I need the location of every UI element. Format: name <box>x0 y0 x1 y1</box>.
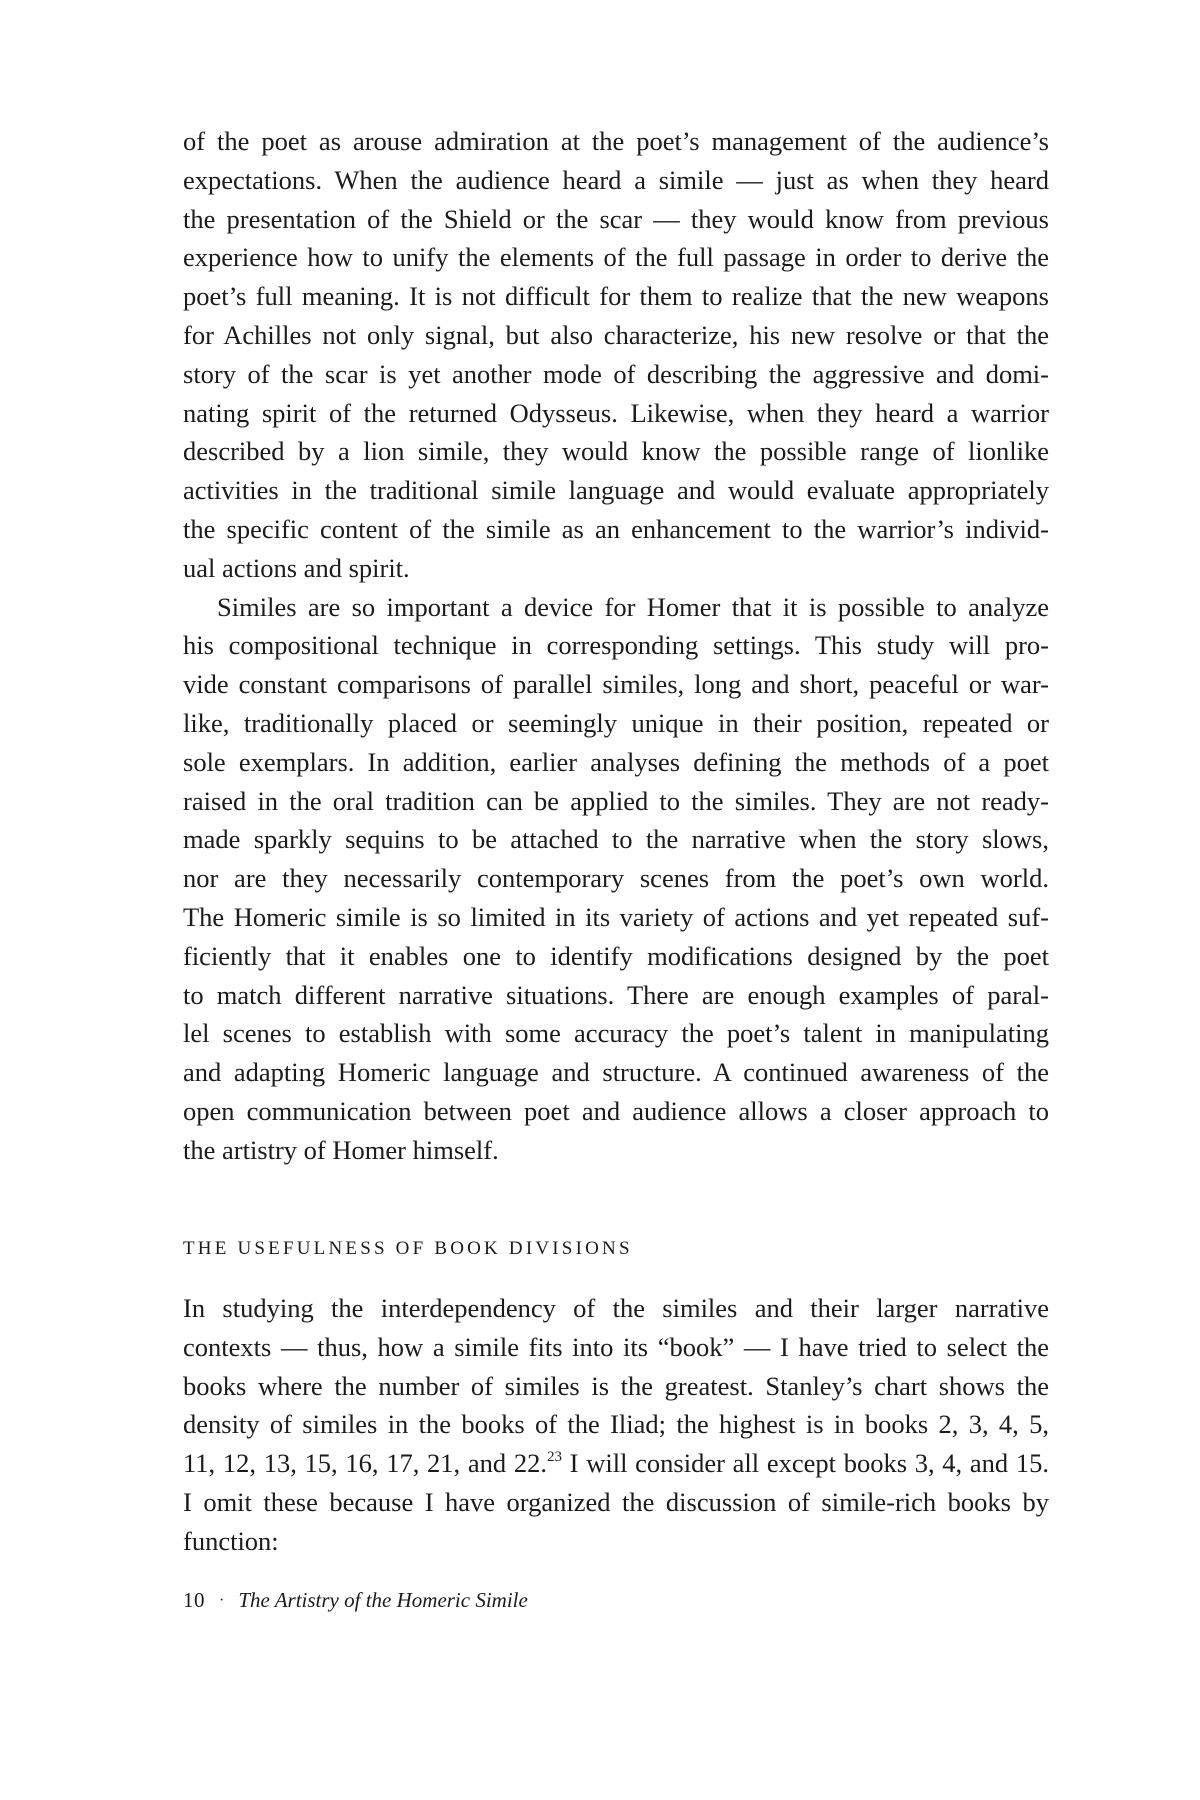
footnote-reference[interactable]: 23 <box>546 1449 562 1466</box>
text-line: story of the scar is yet another mode of describing the aggressive and domi- <box>183 358 1049 389</box>
text-line: to match different narrative situations. There are enough examples of paral- <box>183 979 1049 1010</box>
section-heading: THE USEFULNESS OF BOOK DIVISIONS <box>183 1238 633 1259</box>
text-line: ficiently that it enables one to identify modifications designed by the poet <box>183 940 1049 971</box>
text-line: sole exemplars. In addition, earlier analyses defining the methods of a poet <box>183 746 1049 777</box>
text-line: open communication between poet and audience allows a closer approach to <box>183 1095 1049 1126</box>
text-line: expectations. When the audience heard a simile — just as when they heard <box>183 164 1049 195</box>
text-line: and adapting Homeric language and structure. A continued awareness of the <box>183 1057 1049 1088</box>
text-line: of the poet as arouse admiration at the poet’s management of the audience’s <box>183 126 1049 156</box>
page-number: 10 <box>183 1588 205 1612</box>
footer-separator: · <box>219 1592 225 1609</box>
text-line-with-footnote <box>183 1444 1049 1483</box>
running-title: The Artistry of the Homeric Simile <box>238 1588 528 1612</box>
page-footer <box>183 1586 528 1617</box>
text-line: In studying the interdependency of the similes and their larger narrative <box>183 1293 1049 1323</box>
text-line: like, traditionally placed or seemingly unique in their position, repeated or <box>183 707 1049 738</box>
text-line: I omit these because I have organized the discussion of simile-rich books by <box>183 1486 1049 1517</box>
text-line: the specific content of the simile as an enhancement to the warrior’s individ- <box>183 513 1049 544</box>
text-line: The Homeric simile is so limited in its variety of actions and yet repeated suf- <box>183 901 1049 932</box>
text-segment: I will consider all except books 3, 4, and 15. <box>561 1448 1049 1479</box>
text-line: Similes are so important a device for Homer that it is possible to analyze <box>217 591 1049 622</box>
text-line: function: <box>183 1525 279 1556</box>
paragraph-3 <box>183 1289 1049 1561</box>
paragraph-1 <box>183 122 1049 588</box>
text-line: contexts — thus, how a simile fits into its “book” — I have tried to select the <box>183 1331 1049 1362</box>
text-line: vide constant comparisons of parallel similes, long and short, peaceful or war- <box>183 669 1049 700</box>
text-line: the artistry of Homer himself. <box>183 1134 499 1165</box>
text-line: raised in the oral tradition can be applied to the similes. They are not ready- <box>183 785 1049 816</box>
text-line: described by a lion simile, they would know the possible range of lionlike <box>183 436 1049 467</box>
text-line: lel scenes to establish with some accuracy the poet’s talent in manipulating <box>183 1018 1049 1049</box>
text-line: books where the number of similes is the greatest. Stanley’s chart shows the <box>183 1370 1049 1401</box>
text-line: poet’s full meaning. It is not difficult for them to realize that the new weapons <box>183 281 1049 312</box>
text-segment: 11, 12, 13, 15, 16, 17, 21, and 22. <box>183 1448 547 1479</box>
paragraph-2 <box>183 588 1049 1170</box>
text-line: made sparkly sequins to be attached to the narrative when the story slows, <box>183 824 1049 855</box>
text-line: for Achilles not only signal, but also characterize, his new resolve or that the <box>183 319 1049 350</box>
text-line: nor are they necessarily contemporary scenes from the poet’s own world. <box>183 863 1049 894</box>
text-line: ual actions and spirit. <box>183 552 410 583</box>
text-line: his compositional technique in corresponding settings. This study will pro- <box>183 630 1049 661</box>
text-line: activities in the traditional simile language and would evaluate appropriately <box>183 475 1049 506</box>
text-line: density of similes in the books of the Iliad; the highest is in books 2, 3, 4, 5, <box>183 1409 1049 1440</box>
text-line: nating spirit of the returned Odysseus. Likewise, when they heard a warrior <box>183 397 1049 428</box>
text-line: experience how to unify the elements of the full passage in order to derive the <box>183 242 1049 273</box>
text-line: the presentation of the Shield or the scar — they would know from previous <box>183 203 1049 234</box>
